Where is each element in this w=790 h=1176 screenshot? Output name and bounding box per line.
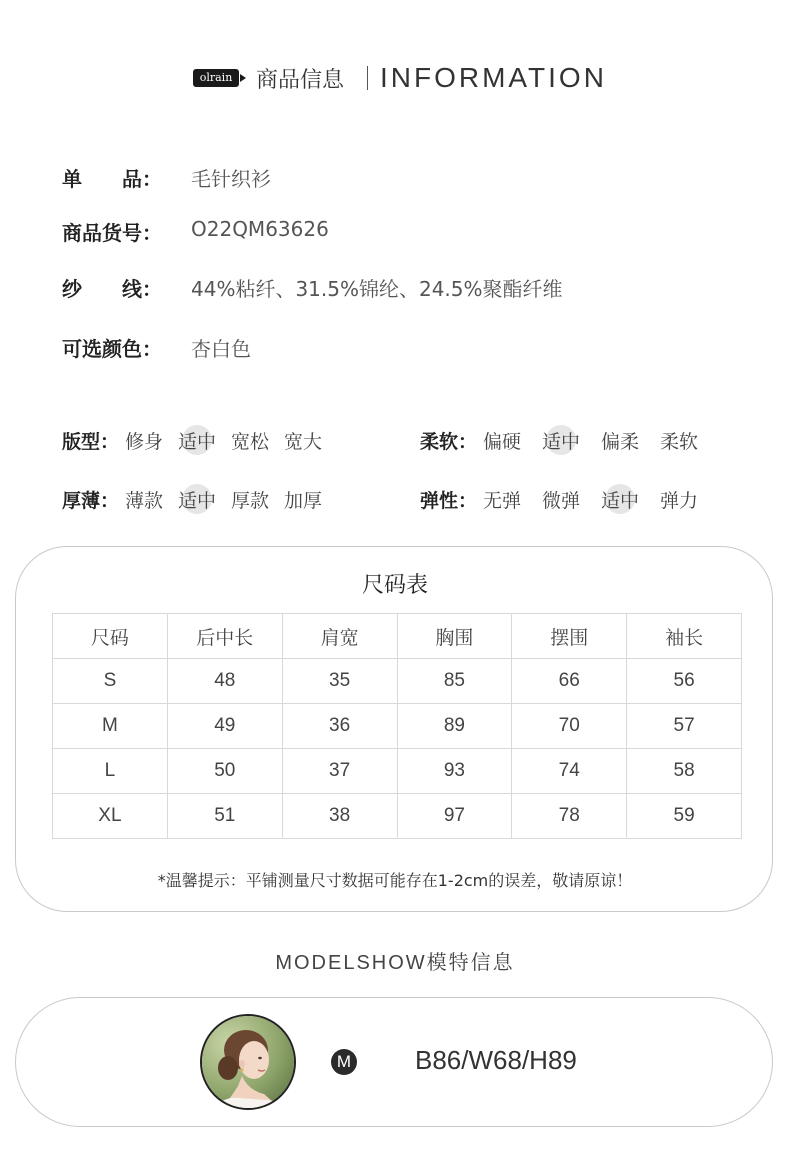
- attr-option: 修身: [125, 431, 164, 453]
- table-cell: 56: [627, 659, 742, 704]
- table-cell: XL: [53, 794, 168, 839]
- attr-option: 弹力: [660, 490, 699, 512]
- attr-option-selected: 适中: [601, 486, 639, 513]
- model-avatar: [200, 1014, 296, 1110]
- section-title-cn: 商品信息: [256, 68, 345, 93]
- attr-option-selected: 适中: [178, 427, 216, 454]
- info-label-color: 可选颜色：: [62, 337, 162, 361]
- brand-logo: olrain: [193, 69, 239, 87]
- info-value-yarn: 44%粘纤、31.5%锦纶、24.5%聚酯纤维: [191, 277, 563, 301]
- table-cell: 85: [397, 659, 512, 704]
- table-header-cell: 袖长: [627, 614, 742, 659]
- model-size-badge: M: [331, 1049, 357, 1075]
- table-row: [53, 749, 742, 794]
- info-label-sku: 商品货号：: [62, 221, 162, 245]
- table-cell: S: [53, 659, 168, 704]
- table-cell: 49: [167, 704, 282, 749]
- table-cell: 57: [627, 704, 742, 749]
- table-header-cell: 尺码: [53, 614, 168, 659]
- info-value-item: 毛针织衫: [191, 167, 271, 191]
- table-row: [53, 794, 742, 839]
- table-cell: 97: [397, 794, 512, 839]
- attr-option-selected: 适中: [542, 427, 580, 454]
- table-row: [53, 659, 742, 704]
- table-cell: 35: [282, 659, 397, 704]
- table-cell: 50: [167, 749, 282, 794]
- attr-option-selected: 适中: [178, 486, 216, 513]
- table-header-cell: 胸围: [397, 614, 512, 659]
- section-title-en: INFORMATION: [380, 62, 607, 93]
- table-cell: M: [53, 704, 168, 749]
- table-cell: 58: [627, 749, 742, 794]
- attr-label-fit: 版型：: [62, 431, 120, 453]
- attr-label-softness: 柔软：: [420, 431, 478, 453]
- table-cell: 78: [512, 794, 627, 839]
- table-cell: 36: [282, 704, 397, 749]
- table-cell: 74: [512, 749, 627, 794]
- section-header: [0, 60, 790, 96]
- table-header-cell: 后中长: [167, 614, 282, 659]
- measurement-note: *温馨提示：平铺测量尺寸数据可能存在1-2cm的误差，敬请原谅！: [157, 871, 633, 890]
- table-cell: 38: [282, 794, 397, 839]
- table-cell: 93: [397, 749, 512, 794]
- info-label-yarn: 纱 线：: [62, 277, 162, 301]
- model-portrait-image: [202, 1016, 294, 1108]
- info-value-color: 杏白色: [191, 337, 251, 361]
- model-section-title: MODELSHOW模特信息: [275, 952, 515, 974]
- table-header-cell: 摆围: [512, 614, 627, 659]
- table-cell: 51: [167, 794, 282, 839]
- table-row: [53, 704, 742, 749]
- attr-option: 偏柔: [601, 431, 640, 453]
- attr-label-thickness: 厚薄：: [62, 490, 120, 512]
- size-chart-title: 尺码表: [361, 573, 428, 598]
- table-cell: 66: [512, 659, 627, 704]
- attr-option: 宽松: [231, 431, 270, 453]
- size-table: [52, 613, 742, 839]
- attr-option: 加厚: [284, 490, 323, 512]
- info-label-item: 单 品：: [62, 167, 162, 191]
- attr-option: 宽大: [284, 431, 323, 453]
- table-header-cell: 肩宽: [282, 614, 397, 659]
- info-value-sku: O22QM63626: [191, 217, 329, 241]
- attr-option: 无弹: [483, 490, 522, 512]
- attr-option: 偏硬: [483, 431, 522, 453]
- table-cell: 89: [397, 704, 512, 749]
- table-header-row: [53, 614, 742, 659]
- attr-label-elasticity: 弹性：: [420, 490, 478, 512]
- table-cell: 59: [627, 794, 742, 839]
- table-cell: 48: [167, 659, 282, 704]
- attr-option: 微弹: [542, 490, 581, 512]
- table-cell: 37: [282, 749, 397, 794]
- attr-option: 薄款: [125, 490, 164, 512]
- model-measurements: B86/W68/H89: [415, 1045, 577, 1075]
- title-divider: [367, 66, 368, 90]
- attr-option: 柔软: [660, 431, 699, 453]
- attr-option: 厚款: [231, 490, 270, 512]
- table-cell: 70: [512, 704, 627, 749]
- play-arrow-icon: [240, 74, 246, 82]
- table-cell: L: [53, 749, 168, 794]
- model-info-card: [15, 997, 773, 1127]
